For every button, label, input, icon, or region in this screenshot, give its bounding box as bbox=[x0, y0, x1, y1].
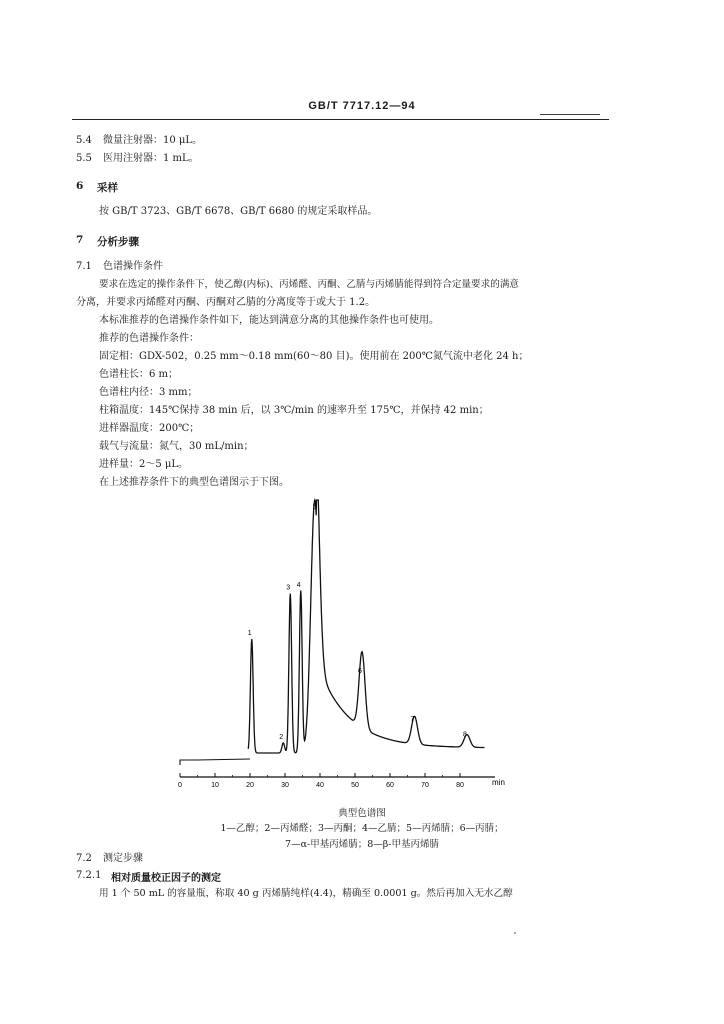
section-7-number: 7 bbox=[76, 234, 84, 246]
header-mark bbox=[540, 114, 600, 115]
section-7-2-1-number: 7.2.1 bbox=[76, 870, 102, 881]
condition-injection-volume: 进样量：2～5 μL。 bbox=[99, 459, 189, 470]
section-6-body: 按 GB/T 3723、GB/T 6678、GB/T 6680 的规定采取样品。 bbox=[99, 206, 378, 217]
x-tick-label: 40 bbox=[316, 782, 324, 789]
section-7-2-title: 测定步骤 bbox=[103, 853, 143, 864]
chromatogram-trace bbox=[248, 500, 484, 753]
peak-label-8: 8 bbox=[463, 731, 467, 739]
section-7-2-1-body: 用 1 个 50 mL 的容量瓶，称取 40 g 丙烯腈纯样(4.4)，精确至 0.0001 g。然后再加入无水乙醇 bbox=[99, 888, 513, 899]
peak-label-1: 1 bbox=[247, 630, 252, 638]
section-5-4-text: 微量注射器：10 μL。 bbox=[103, 135, 203, 146]
condition-carrier-gas: 载气与流量：氮气，30 mL/min； bbox=[99, 441, 254, 452]
section-7-2-1-title: 相对质量校正因子的测定 bbox=[111, 873, 221, 884]
chart-title: 典型色谱图 bbox=[338, 808, 386, 819]
figure-intro: 在上述推荐条件下的典型色谱图示于下图。 bbox=[99, 477, 289, 488]
peak-label-4: 4 bbox=[296, 582, 301, 590]
header-rule bbox=[72, 119, 609, 120]
section-7-1-number: 7.1 bbox=[76, 261, 92, 272]
chart-legend-line1: 1—乙醇；2—丙烯醛；3—丙酮；4—乙腈；5—丙烯腈；6—丙腈； bbox=[220, 823, 504, 834]
section-7-2-number: 7.2 bbox=[76, 853, 92, 864]
x-tick-label: 70 bbox=[421, 782, 429, 789]
peak-label-6: 6 bbox=[358, 668, 362, 676]
chart-legend-line2: 7—α-甲基丙烯腈；8—β-甲基丙烯腈 bbox=[285, 839, 439, 850]
x-axis-unit: min bbox=[492, 778, 505, 787]
chromatogram-chart bbox=[170, 490, 520, 800]
peak-label-5: 5 bbox=[312, 504, 317, 511]
peak-label-2: 2 bbox=[279, 733, 284, 741]
section-7-1-para1-line2: 分离，并要求丙烯醛对丙酮、丙酮对乙腈的分离度等于或大于 1.2。 bbox=[76, 297, 376, 308]
condition-oven-temp: 柱箱温度：145℃保持 38 min 后，以 3℃/min 的速率升至 175℃，并保持 42 min； bbox=[99, 405, 489, 416]
x-tick-label: 60 bbox=[386, 782, 394, 789]
condition-injector-temp: 进样器温度：200℃； bbox=[99, 423, 200, 434]
peak-label-7: 7 bbox=[410, 716, 415, 724]
peak-label-3: 3 bbox=[286, 584, 291, 592]
section-7-1-para2: 本标准推荐的色谱操作条件如下，能达到满意分离的其他操作条件也可使用。 bbox=[99, 315, 439, 326]
condition-stationary-phase: 固定相：GDX-502，0.25 mm～0.18 mm(60～80 目)。使用前在 200℃氮气流中老化 24 h； bbox=[99, 351, 529, 362]
section-5-5-number: 5.5 bbox=[76, 153, 92, 164]
x-tick-label: 80 bbox=[456, 782, 464, 789]
recommended-label: 推荐的色谱操作条件： bbox=[99, 333, 199, 344]
x-tick-label: 10 bbox=[211, 782, 219, 789]
x-tick-label: 50 bbox=[351, 782, 359, 789]
scan-speck bbox=[514, 932, 516, 934]
x-tick-label: 20 bbox=[246, 782, 254, 789]
condition-column-length: 色谱柱长：6 m； bbox=[99, 369, 179, 380]
x-tick-label: 30 bbox=[281, 782, 289, 789]
section-5-5-text: 医用注射器：1 mL。 bbox=[103, 153, 199, 164]
section-7-1-para1-line1: 要求在选定的操作条件下，使乙醇(内标)、丙烯醛、丙酮、乙腈与丙烯腈能得到符合定量要求的满意 bbox=[99, 279, 520, 290]
section-7-title: 分析步骤 bbox=[97, 236, 139, 248]
section-5-4-number: 5.4 bbox=[76, 135, 92, 146]
condition-column-diameter: 色谱柱内径：3 mm； bbox=[99, 387, 198, 398]
pre-baseline bbox=[180, 759, 250, 765]
section-6-number: 6 bbox=[76, 180, 84, 192]
section-6-title: 采样 bbox=[97, 182, 118, 194]
x-tick-label: 0 bbox=[178, 782, 182, 789]
standard-number: GB/T 7717.12—94 bbox=[308, 100, 416, 112]
section-7-1-title: 色谱操作条件 bbox=[103, 261, 163, 272]
